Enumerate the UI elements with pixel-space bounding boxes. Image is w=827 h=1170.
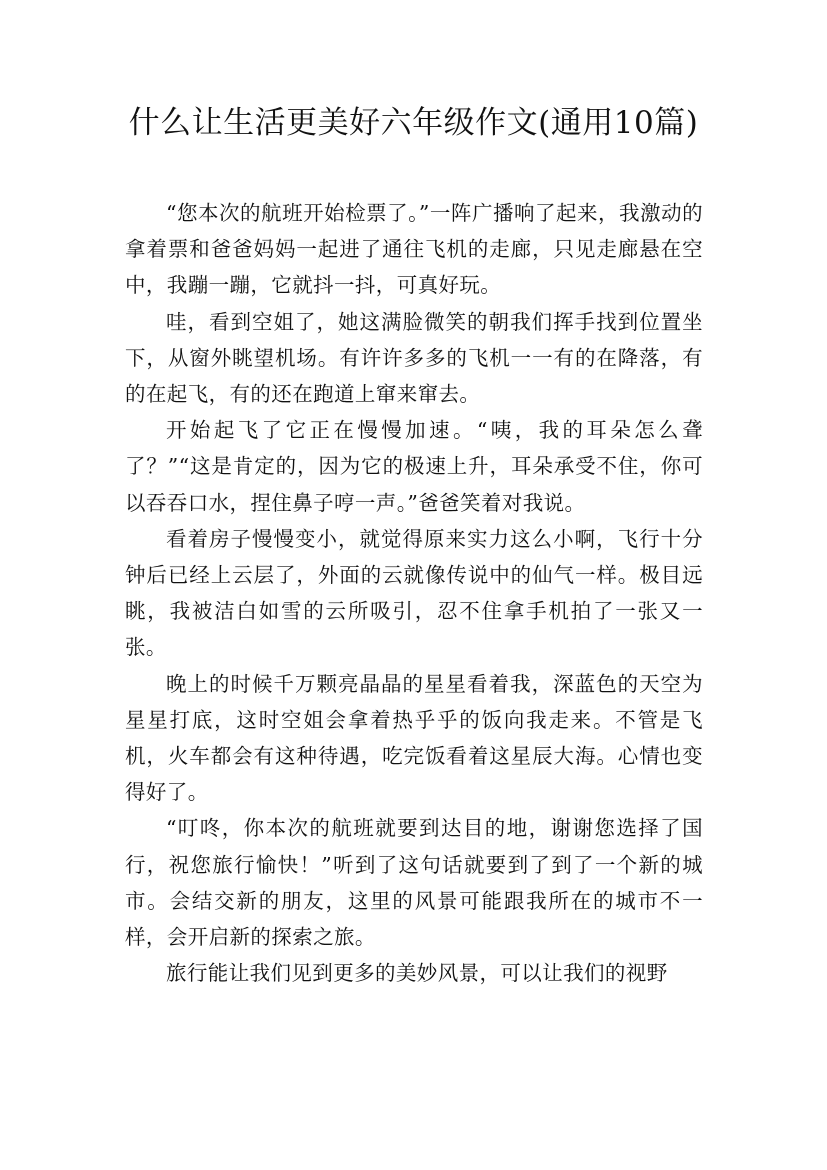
paragraph-6: “叮咚，你本次的航班就要到达目的地，谢谢您选择了国行，祝您旅行愉快！”听到了这句话就要到了到了一个新的城市。会结交新的朋友，这里的风景可能跟我所在的城市不一样，会开启新的探索之旅。 [125, 816, 703, 950]
paragraph-1: “您本次的航班开始检票了。”一阵广播响了起来，我激动的拿着票和爸爸妈妈一起进了通往飞机的走廊，只见走廊悬在空中，我蹦一蹦，它就抖一抖，可真好玩。 [125, 201, 703, 298]
document-title: 什么让生活更美好六年级作文(通用10篇) [128, 105, 699, 141]
paragraph-7: 旅行能让我们见到更多的美妙风景，可以让我们的视野 [166, 961, 668, 986]
paragraph-4: 看着房子慢慢变小，就觉得原来实力这么小啊，飞行十分钟后已经上云层了，外面的云就像传说中的仙气一样。极目远眺，我被洁白如雪的云所吸引，忍不住拿手机拍了一张又一张。 [125, 526, 703, 660]
paragraph-3: 开始起飞了它正在慢慢加速。“咦，我的耳朵怎么聋了？”“这是肯定的，因为它的极速上升，耳朵承受不住，你可以吞吞口水，捏住鼻子哼一声。”爸爸笑着对我说。 [125, 418, 703, 515]
paragraph-5: 晚上的时候千万颗亮晶晶的星星看着我，深蓝色的天空为星星打底，这时空姐会拿着热乎乎的饭向我走来。不管是飞机，火车都会有这种待遇，吃完饭看着这星辰大海。心情也变得好了。 [125, 671, 703, 805]
paragraph-2: 哇，看到空姐了，她这满脸微笑的朝我们挥手找到位置坐下，从窗外眺望机场。有许许多多的飞机一一有的在降落，有的在起飞，有的还在跑道上窜来窜去。 [125, 309, 703, 407]
document-body [125, 195, 703, 991]
